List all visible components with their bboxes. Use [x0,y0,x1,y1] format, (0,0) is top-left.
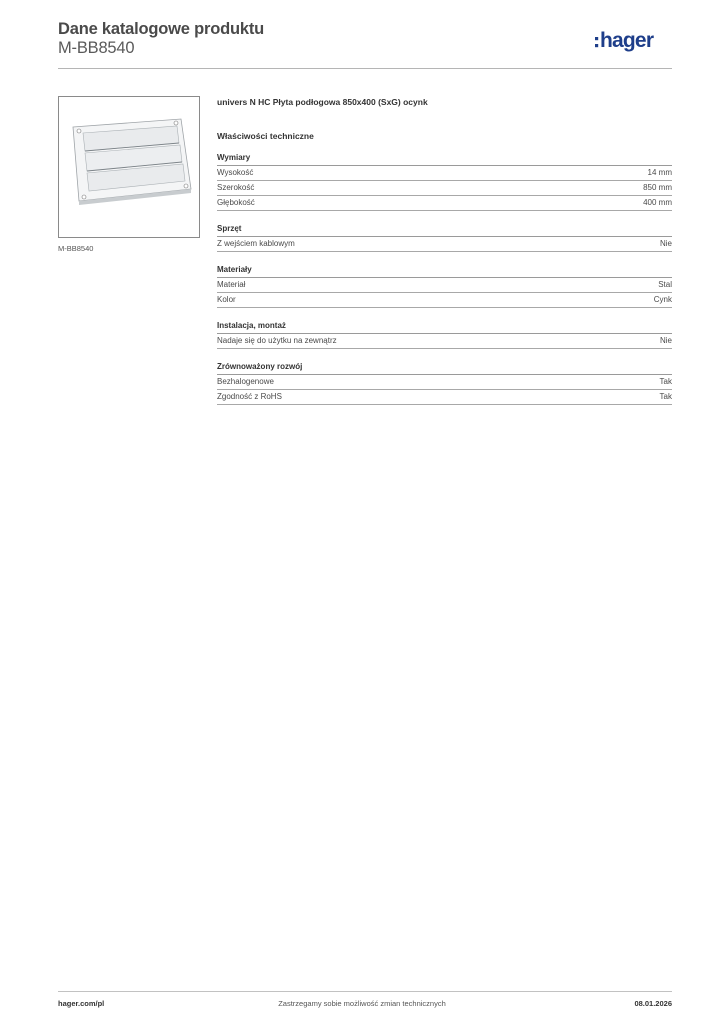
spec-label: Materiał [217,280,246,289]
spec-group-equipment [217,223,672,252]
spec-group-title: Materiały [217,264,672,278]
footer-date: 08.01.2026 [634,999,672,1008]
product-image [58,96,200,238]
spec-row-height [217,166,672,181]
spec-label: Szerokość [217,183,255,192]
page-title: Dane katalogowe produktu [58,20,265,38]
spec-row-material [217,278,672,293]
spec-value: 14 mm [647,168,672,177]
spec-group-dimensions [217,152,672,211]
spec-label: Kolor [217,295,236,304]
logo-wordmark: hager [600,29,654,52]
spec-label: Wysokość [217,168,254,177]
spec-group-title: Zrównoważony rozwój [217,361,672,375]
spec-row-cable-entry [217,237,672,252]
spec-label: Zgodność z RoHS [217,392,282,401]
spec-group-title: Wymiary [217,152,672,166]
footer-website-link[interactable]: hager.com/pl [58,999,105,1008]
image-caption: M-BB8540 [58,244,94,253]
hager-logo-mark [594,28,672,56]
spec-value: Tak [659,392,672,401]
spec-value: 400 mm [643,198,672,207]
spec-row-width [217,181,672,196]
spec-value: Nie [659,239,672,248]
spec-value: Nie [659,336,672,345]
spec-value: Cynk [653,295,672,304]
product-reference: M-BB8540 [58,39,135,57]
spec-row-color [217,293,672,308]
hager-logo[interactable] [594,28,672,56]
spec-value: 850 mm [643,183,672,192]
spec-value: Stal [658,280,672,289]
spec-value: Tak [659,377,672,386]
spec-label: Głębokość [217,198,255,207]
spec-label: Nadaje się do użytku na zewnątrz [217,336,337,345]
spec-group-materials [217,264,672,308]
product-description: univers N HC Płyta podłogowa 850x400 (SxG) ocynk [217,97,428,107]
spec-row-halogen-free [217,375,672,390]
footer-disclaimer: Zastrzegamy sobie możliwość zmian technicznych [278,999,446,1008]
spec-group-sustainability [217,361,672,405]
spec-row-depth [217,196,672,211]
header-divider [58,68,672,69]
specs-heading: Właściwości techniczne [217,131,314,141]
spec-row-rohs [217,390,672,405]
footer-divider [58,991,672,992]
spec-row-outdoor-use [217,334,672,349]
product-details [217,96,672,405]
spec-group-title: Instalacja, montaż [217,320,672,334]
spec-label: Z wejściem kablowym [217,239,295,248]
spec-label: Bezhalogenowe [217,377,274,386]
spec-group-installation [217,320,672,349]
floor-plate-illustration [59,97,199,237]
spec-group-title: Sprzęt [217,223,672,237]
